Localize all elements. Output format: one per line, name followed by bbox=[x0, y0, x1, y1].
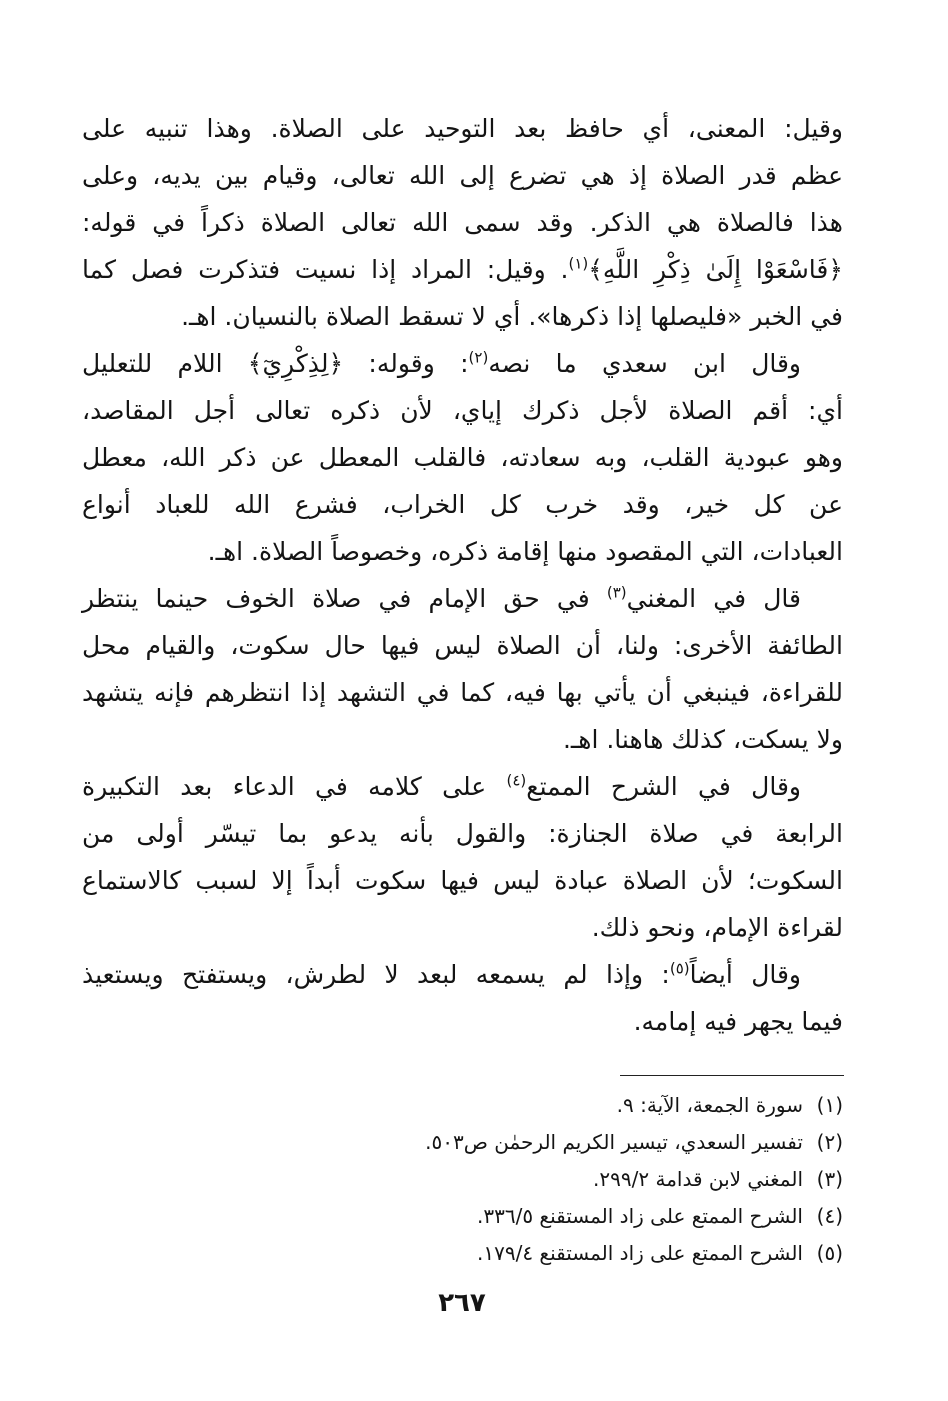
text-line: السكوت؛ لأن الصلاة عبادة ليس فيها سكوت أبداً إلا لسبب كالاستماع bbox=[82, 866, 843, 895]
footnote-ref: (٤) bbox=[506, 771, 527, 790]
paragraph bbox=[82, 340, 843, 575]
paragraph bbox=[82, 575, 843, 763]
footnote-number: (١) bbox=[816, 1093, 843, 1117]
line-text: قال في المغني bbox=[626, 584, 801, 613]
text-line: عن كل خير، وقد خرب كل الخراب، فشرع الله للعباد أنواع bbox=[82, 490, 843, 519]
footnote-number: (٢) bbox=[816, 1130, 843, 1154]
text-line: في الخبر «فليصلها إذا ذكرها». أي لا تسقط الصلاة بالنسيان. اهـ. bbox=[181, 302, 843, 331]
line-text: : وقوله: ﴿لِذِكْرِيٓ﴾ اللام للتعليل bbox=[82, 349, 469, 378]
line-text: : وإذا لم يسمعه لبعد لا لطرش، ويستفتح ويستعيذ bbox=[82, 960, 670, 989]
line-text: وقال ابن سعدي ما نصه bbox=[488, 349, 802, 378]
text-line bbox=[82, 951, 843, 998]
footnote-ref: (٥) bbox=[669, 959, 690, 978]
footnote-text: سورة الجمعة، الآية: ٩. bbox=[616, 1093, 803, 1117]
footnote-text: الشرح الممتع على زاد المستقنع ٣٣٦/٥. bbox=[477, 1204, 803, 1228]
line-text: على كلامه في الدعاء بعد التكبيرة bbox=[82, 772, 507, 801]
text-line: أي: أقم الصلاة لأجل ذكرك إياي، لأن ذكره تعالى أجل المقاصد، bbox=[82, 396, 843, 425]
line-text: في حق الإمام في صلاة الخوف حينما ينتظر bbox=[82, 584, 607, 613]
text-line: الرابعة في صلاة الجنازة: والقول بأنه يدعو بما تيسّر أولى من bbox=[82, 819, 843, 848]
footnote-number: (٣) bbox=[816, 1167, 843, 1191]
footnote-item bbox=[82, 1235, 843, 1272]
footnote-text: المغني لابن قدامة ٢٩٩/٢. bbox=[593, 1167, 803, 1191]
footnote-item bbox=[82, 1124, 843, 1161]
text-line: فيما يجهر فيه إمامه. bbox=[633, 1007, 843, 1036]
text-line bbox=[82, 763, 843, 810]
text-line: العبادات، التي المقصود منها إقامة ذكره، وخصوصاً الصلاة. اهـ. bbox=[207, 537, 843, 566]
text-line: ولا يسكت، كذلك هاهنا. اهـ. bbox=[562, 725, 843, 754]
footnote-ref: (٢) bbox=[468, 348, 489, 367]
quran-verse: ﴿فَاسْعَوْا إِلَىٰ ذِكْرِ اللَّهِ﴾ bbox=[588, 255, 844, 284]
line-text: وقال أيضاً bbox=[689, 960, 802, 989]
footnote-number: (٤) bbox=[816, 1204, 843, 1228]
footnote-item bbox=[82, 1087, 843, 1124]
footnote-ref: (١) bbox=[568, 254, 589, 273]
footnote-text: تفسير السعدي، تيسير الكريم الرحمٰن ص٥٠٣. bbox=[425, 1130, 803, 1154]
paragraph bbox=[82, 105, 843, 340]
text-line bbox=[82, 575, 843, 622]
footnote-ref: (٣) bbox=[606, 583, 627, 602]
footnotes bbox=[82, 1087, 843, 1272]
text-line: هذا فالصلاة هي الذكر. وقد سمى الله تعالى الصلاة ذكراً في قوله: bbox=[82, 208, 843, 237]
footnote-text: الشرح الممتع على زاد المستقنع ١٧٩/٤. bbox=[477, 1241, 803, 1265]
footnote-item bbox=[82, 1161, 843, 1198]
page-number: ٢٦٧ bbox=[438, 1288, 486, 1318]
footnote-separator bbox=[620, 1075, 844, 1076]
text-line bbox=[82, 246, 843, 293]
text-line bbox=[82, 340, 843, 387]
text-line: عظم قدر الصلاة إذ هي تضرع إلى الله تعالى، وقيام بين يديه، وعلى bbox=[82, 161, 843, 190]
text-line: وقيل: المعنى، أي حافظ بعد التوحيد على الصلاة. وهذا تنبيه على bbox=[82, 114, 843, 143]
main-text bbox=[82, 105, 843, 1045]
footnote-item bbox=[82, 1198, 843, 1235]
paragraph bbox=[82, 951, 843, 1045]
paragraph bbox=[82, 763, 843, 951]
line-text: . وقيل: المراد إذا نسيت فتذكرت فصل كما bbox=[82, 255, 569, 284]
text-line: الطائفة الأخرى: ولنا، أن الصلاة ليس فيها حال سكوت، والقيام محل bbox=[82, 631, 843, 660]
text-line: لقراءة الإمام، ونحو ذلك. bbox=[591, 913, 843, 942]
text-line: وهو عبودية القلب، وبه سعادته، فالقلب المعطل عن ذكر الله، معطل bbox=[82, 443, 843, 472]
text-line: للقراءة، فينبغي أن يأتي بها فيه، كما في التشهد إذا انتظرهم فإنه يتشهد bbox=[82, 678, 843, 707]
footnote-number: (٥) bbox=[816, 1241, 843, 1265]
line-text: وقال في الشرح الممتع bbox=[526, 772, 801, 801]
